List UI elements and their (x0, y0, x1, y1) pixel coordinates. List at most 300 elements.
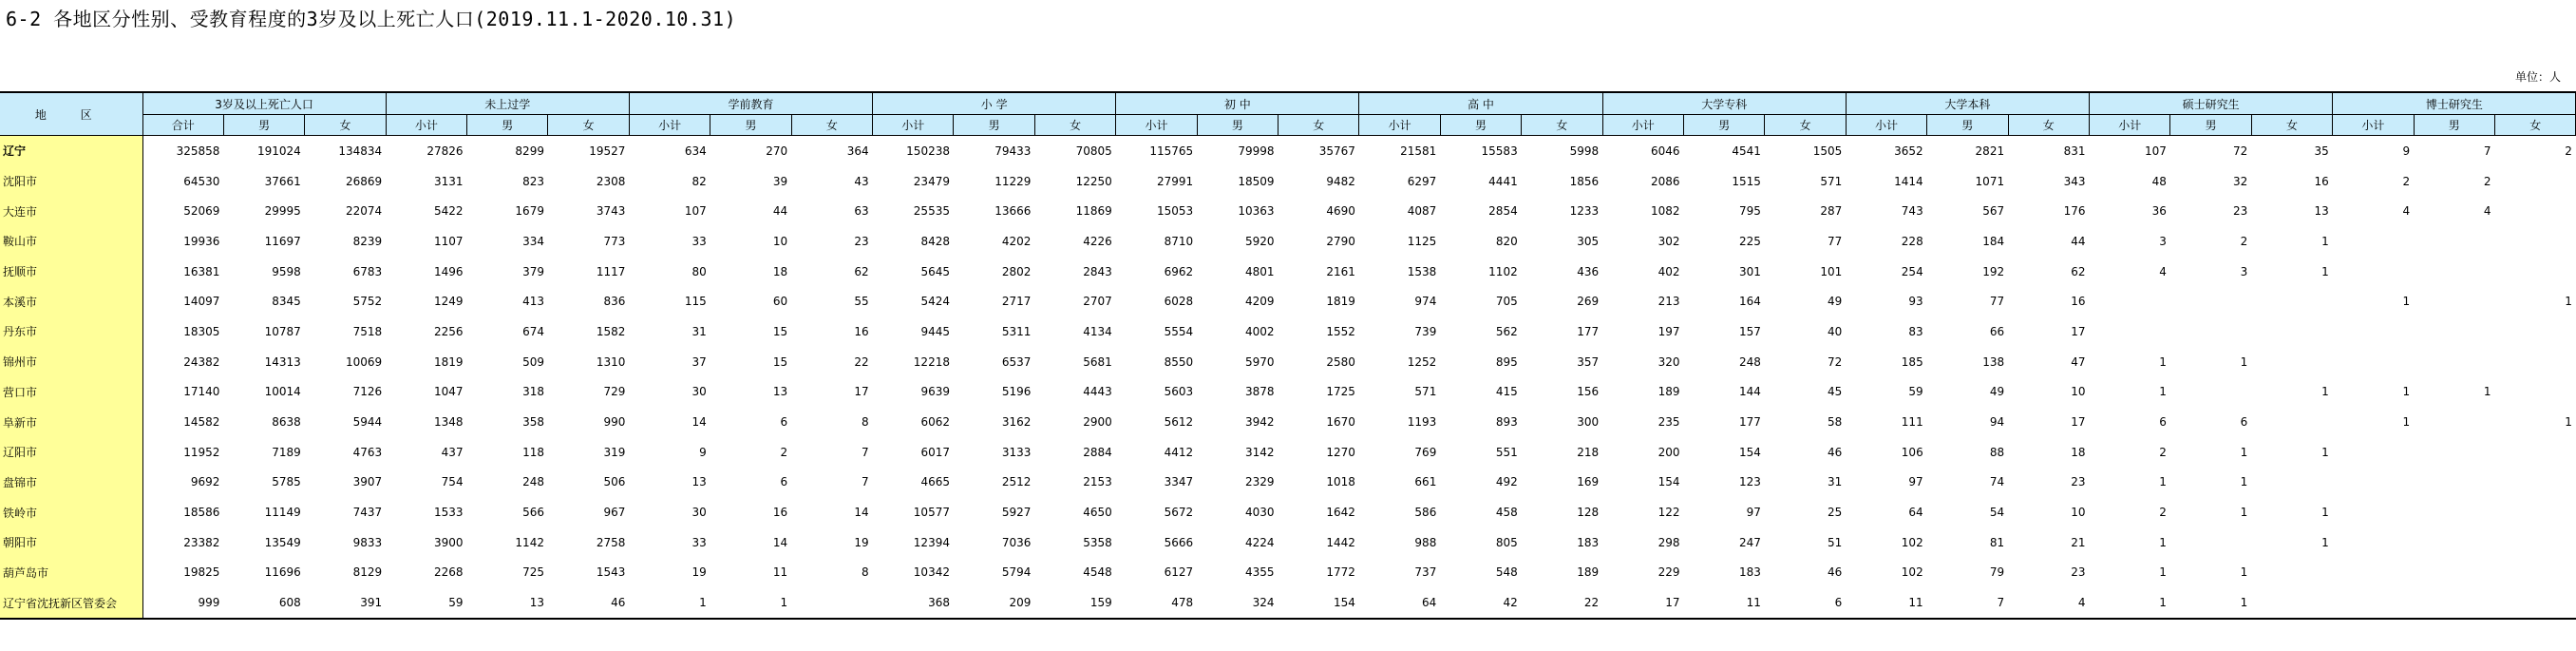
value-cell: 1 (2240, 565, 2248, 580)
value-cell: 5612 (1164, 415, 1194, 430)
value-cell: 157 (1738, 324, 1761, 338)
value-cell: 48 (2151, 174, 2167, 188)
value-cell: 739 (1414, 324, 1437, 338)
value-cell: 9482 (1326, 174, 1355, 188)
value-cell: 25 (1828, 506, 1843, 520)
value-cell (2414, 226, 2494, 257)
value-cell: 1642 (1326, 506, 1355, 520)
table-row (0, 377, 2576, 408)
value-cell: 4412 (1164, 445, 1194, 459)
value-cell: 5920 (1245, 234, 1275, 248)
region-cell: 沈阳市 (0, 166, 142, 197)
value-cell: 2758 (596, 535, 626, 549)
value-cell: 1 (2565, 295, 2572, 309)
value-cell: 3347 (1164, 475, 1194, 489)
value-cell: 1 (2090, 587, 2170, 619)
value-cell: 743 (1901, 204, 1923, 219)
sub-header: 小计 (1602, 115, 1683, 136)
value-cell: 72 (1828, 354, 1843, 369)
value-cell: 325858 (176, 144, 220, 158)
value-cell: 66 (1989, 324, 2005, 338)
value-cell: 3162 (1001, 415, 1032, 430)
value-cell: 548 (1495, 565, 1518, 580)
region-cell: 辽宁省沈抚新区管委会 (0, 587, 142, 619)
value-cell: 1 (2402, 385, 2411, 399)
value-cell: 10 (772, 234, 788, 248)
value-cell: 11696 (264, 565, 301, 580)
value-cell: 4441 (1488, 174, 1518, 188)
value-cell: 6783 (352, 264, 383, 278)
value-cell: 10577 (913, 506, 950, 520)
value-cell: 1117 (596, 264, 626, 278)
value-cell: 358 (522, 415, 544, 430)
value-cell: 10363 (1238, 204, 1275, 219)
value-cell: 2161 (1326, 264, 1355, 278)
value-cell (2333, 257, 2414, 287)
value-cell: 2 (780, 445, 788, 459)
value-cell: 79998 (1238, 144, 1275, 158)
value-cell: 30 (691, 385, 707, 399)
sub-header: 男 (1440, 115, 1521, 136)
value-cell: 111 (1901, 415, 1923, 430)
value-cell: 27991 (1156, 174, 1194, 188)
group-header: 博士研究生 (2333, 92, 2576, 115)
group-header: 大学专科 (1602, 92, 1846, 115)
value-cell: 2329 (1245, 475, 1275, 489)
value-cell: 2790 (1326, 234, 1355, 248)
value-cell: 1496 (434, 264, 464, 278)
value-cell: 6 (2159, 415, 2167, 430)
value-cell: 62 (854, 264, 869, 278)
value-cell (2495, 377, 2576, 408)
value-cell: 14 (691, 415, 707, 430)
table-row (0, 196, 2576, 226)
region-cell: 辽宁 (0, 136, 142, 166)
value-cell: 17 (2071, 324, 2086, 338)
value-cell: 2821 (1975, 144, 2005, 158)
value-cell: 49 (1828, 295, 1843, 309)
value-cell: 6017 (920, 445, 950, 459)
value-cell: 1515 (1732, 174, 1761, 188)
value-cell: 1 (2240, 506, 2248, 520)
region-cell: 铁岭市 (0, 497, 142, 527)
value-cell: 4650 (1083, 506, 1112, 520)
value-cell: 4548 (1083, 565, 1112, 580)
value-cell: 33 (691, 234, 707, 248)
value-cell: 197 (1657, 324, 1680, 338)
sub-header: 男 (710, 115, 791, 136)
value-cell: 4 (2483, 204, 2491, 219)
value-cell: 64 (1359, 587, 1440, 619)
region-cell: 鞍山市 (0, 226, 142, 257)
value-cell: 21581 (1400, 144, 1437, 158)
value-cell: 19527 (589, 144, 626, 158)
region-cell: 阜新市 (0, 407, 142, 437)
value-cell: 5970 (1245, 354, 1275, 369)
value-cell: 144 (1738, 385, 1761, 399)
value-cell: 436 (1577, 264, 1600, 278)
value-cell: 23479 (913, 174, 950, 188)
value-cell: 185 (1901, 354, 1923, 369)
value-cell: 571 (1820, 174, 1843, 188)
region-cell: 盘锦市 (0, 468, 142, 498)
value-cell: 4541 (1732, 144, 1761, 158)
table-row (0, 437, 2576, 468)
value-cell: 1233 (1569, 204, 1600, 219)
value-cell: 9833 (352, 535, 383, 549)
value-cell: 106 (1901, 445, 1923, 459)
value-cell: 118 (522, 445, 544, 459)
value-cell: 189 (1577, 565, 1600, 580)
value-cell: 22074 (346, 204, 383, 219)
region-cell: 大连市 (0, 196, 142, 226)
value-cell (2495, 497, 2576, 527)
value-cell: 5927 (1001, 506, 1032, 520)
value-cell: 8638 (272, 415, 301, 430)
page-title: 6-2 各地区分性别、受教育程度的3岁及以上死亡人口(2019.11.1-2020.10.31) (6, 8, 737, 30)
value-cell: 97 (1908, 475, 1923, 489)
value-cell: 1310 (596, 354, 626, 369)
value-cell: 3942 (1245, 415, 1275, 430)
value-cell: 14582 (183, 415, 220, 430)
value-cell (2251, 407, 2332, 437)
value-cell: 1 (2170, 587, 2251, 619)
group-header: 高 中 (1359, 92, 1602, 115)
value-cell: 8550 (1164, 354, 1194, 369)
value-cell: 4224 (1245, 535, 1275, 549)
value-cell: 478 (1116, 587, 1197, 619)
value-cell: 14 (772, 535, 788, 549)
value-cell: 2153 (1083, 475, 1112, 489)
value-cell: 3 (2240, 264, 2248, 278)
value-cell: 17 (2071, 415, 2086, 430)
value-cell: 1 (2240, 354, 2248, 369)
value-cell: 13 (772, 385, 788, 399)
value-cell: 2256 (434, 324, 464, 338)
region-cell: 抚顺市 (0, 257, 142, 287)
value-cell (2495, 587, 2576, 619)
value-cell: 200 (1657, 445, 1680, 459)
value-cell: 1348 (434, 415, 464, 430)
value-cell (2414, 437, 2494, 468)
value-cell: 2884 (1083, 445, 1112, 459)
value-cell (2495, 437, 2576, 468)
value-cell (2495, 316, 2576, 347)
value-cell: 967 (603, 506, 626, 520)
value-cell: 14313 (264, 354, 301, 369)
region-cell: 葫芦岛市 (0, 558, 142, 588)
value-cell: 184 (1982, 234, 2005, 248)
sub-header: 女 (1279, 115, 1359, 136)
value-cell: 26869 (346, 174, 383, 188)
table-row (0, 286, 2576, 316)
value-cell (2170, 527, 2251, 558)
value-cell: 82 (691, 174, 707, 188)
value-cell: 44 (2071, 234, 2086, 248)
value-cell: 8129 (352, 565, 383, 580)
value-cell: 228 (1901, 234, 1923, 248)
value-cell: 10787 (264, 324, 301, 338)
value-cell: 176 (2063, 204, 2086, 219)
value-cell: 2717 (1001, 295, 1032, 309)
value-cell: 1543 (596, 565, 626, 580)
value-cell: 2854 (1488, 204, 1518, 219)
value-cell: 334 (522, 234, 544, 248)
value-cell: 229 (1657, 565, 1680, 580)
value-cell: 23 (2071, 565, 2086, 580)
value-cell: 11 (1846, 587, 1926, 619)
value-cell: 59 (386, 587, 466, 619)
value-cell: 1047 (434, 385, 464, 399)
value-cell: 83 (1908, 324, 1923, 338)
value-cell: 12394 (913, 535, 950, 549)
value-cell: 1414 (1894, 174, 1923, 188)
value-cell: 42 (1440, 587, 1521, 619)
value-cell: 14 (854, 506, 869, 520)
value-cell: 225 (1738, 234, 1761, 248)
sub-header: 男 (223, 115, 304, 136)
value-cell: 302 (1657, 234, 1680, 248)
sub-header: 女 (2251, 115, 2332, 136)
value-cell (2090, 316, 2170, 347)
value-cell: 62 (2071, 264, 2086, 278)
value-cell (2251, 347, 2332, 377)
value-cell (791, 587, 872, 619)
value-cell: 6028 (1164, 295, 1194, 309)
sub-header: 女 (1522, 115, 1602, 136)
value-cell: 23 (2071, 475, 2086, 489)
table-row (0, 527, 2576, 558)
region-cell: 辽阳市 (0, 437, 142, 468)
value-cell: 5424 (920, 295, 950, 309)
value-cell: 5311 (1001, 324, 1032, 338)
value-cell: 1772 (1326, 565, 1355, 580)
table-row (0, 136, 2576, 166)
value-cell: 80 (691, 264, 707, 278)
value-cell: 7126 (352, 385, 383, 399)
value-cell: 1505 (1812, 144, 1843, 158)
sub-header: 男 (1684, 115, 1765, 136)
value-cell: 343 (2063, 174, 2086, 188)
value-cell: 3907 (352, 475, 383, 489)
value-cell: 64530 (183, 174, 220, 188)
value-cell: 1 (2240, 475, 2248, 489)
value-cell: 16 (2314, 174, 2329, 188)
value-cell: 60 (772, 295, 788, 309)
value-cell (2414, 316, 2494, 347)
value-cell: 93 (1908, 295, 1923, 309)
value-cell: 44 (772, 204, 788, 219)
value-cell: 566 (522, 506, 544, 520)
value-cell: 15053 (1156, 204, 1194, 219)
value-cell: 3 (2159, 234, 2167, 248)
value-cell (2495, 527, 2576, 558)
value-cell: 59 (1908, 385, 1923, 399)
value-cell: 287 (1820, 204, 1843, 219)
value-cell: 102 (1901, 535, 1923, 549)
value-cell: 831 (2063, 144, 2086, 158)
value-cell: 415 (1495, 385, 1518, 399)
value-cell: 795 (1738, 204, 1761, 219)
value-cell: 567 (1982, 204, 2005, 219)
value-cell: 19 (691, 565, 707, 580)
value-cell: 737 (1414, 565, 1437, 580)
value-cell: 13 (691, 475, 707, 489)
value-cell: 1 (2483, 385, 2491, 399)
sub-header: 小计 (629, 115, 710, 136)
sub-header: 女 (305, 115, 386, 136)
table-row (0, 468, 2576, 498)
value-cell: 37 (691, 354, 707, 369)
value-cell: 2 (2565, 144, 2572, 158)
value-cell: 4801 (1245, 264, 1275, 278)
value-cell: 5681 (1083, 354, 1112, 369)
value-cell: 1582 (596, 324, 626, 338)
value-cell: 9639 (920, 385, 950, 399)
value-cell (2414, 257, 2494, 287)
value-cell: 571 (1414, 385, 1437, 399)
header-row-subheaders (0, 115, 2576, 136)
value-cell: 1 (2321, 445, 2329, 459)
value-cell (2170, 286, 2251, 316)
value-cell: 5998 (1569, 144, 1600, 158)
value-cell: 1679 (515, 204, 544, 219)
value-cell (2251, 558, 2332, 588)
value-cell: 8 (861, 415, 869, 430)
value-cell: 8239 (352, 234, 383, 248)
value-cell: 8299 (515, 144, 544, 158)
value-cell: 4 (2159, 264, 2167, 278)
value-cell: 123 (1738, 475, 1761, 489)
value-cell: 6 (780, 475, 788, 489)
value-cell: 11229 (994, 174, 1032, 188)
table-row (0, 226, 2576, 257)
value-cell: 46 (1828, 445, 1843, 459)
value-cell: 1102 (1488, 264, 1518, 278)
table-row (0, 558, 2576, 588)
header-row-groups (0, 92, 2576, 115)
table-row (0, 166, 2576, 197)
value-cell: 7 (1927, 587, 2008, 619)
value-cell: 492 (1495, 475, 1518, 489)
value-cell: 674 (522, 324, 544, 338)
value-cell: 54 (1989, 506, 2005, 520)
value-cell: 7 (2483, 144, 2491, 158)
value-cell: 10 (2071, 385, 2086, 399)
sub-header: 女 (791, 115, 872, 136)
value-cell: 2 (2483, 174, 2491, 188)
value-cell: 36 (2151, 204, 2167, 219)
value-cell: 319 (603, 445, 626, 459)
value-cell: 3131 (434, 174, 464, 188)
value-cell (2251, 587, 2332, 619)
value-cell: 1 (2321, 506, 2329, 520)
value-cell: 823 (522, 174, 544, 188)
value-cell: 13 (2314, 204, 2329, 219)
sub-header: 小计 (2090, 115, 2170, 136)
sub-header: 合计 (142, 115, 223, 136)
value-cell: 33 (691, 535, 707, 549)
value-cell: 6 (780, 415, 788, 430)
value-cell: 324 (1197, 587, 1278, 619)
value-cell: 4087 (1407, 204, 1437, 219)
value-cell: 11697 (264, 234, 301, 248)
value-cell: 1249 (434, 295, 464, 309)
value-cell: 11952 (183, 445, 220, 459)
value-cell: 115765 (1149, 144, 1194, 158)
value-cell: 154 (1657, 475, 1680, 489)
value-cell: 1 (2402, 295, 2411, 309)
value-cell: 35 (2314, 144, 2329, 158)
value-cell: 5785 (272, 475, 301, 489)
value-cell: 4209 (1245, 295, 1275, 309)
value-cell (2333, 316, 2414, 347)
value-cell: 729 (603, 385, 626, 399)
sub-header: 男 (2170, 115, 2251, 136)
value-cell: 2707 (1083, 295, 1112, 309)
value-cell: 2512 (1001, 475, 1032, 489)
value-cell: 661 (1414, 475, 1437, 489)
group-header: 未上过学 (386, 92, 629, 115)
value-cell: 725 (522, 565, 544, 580)
value-cell: 9598 (272, 264, 301, 278)
value-cell: 4002 (1245, 324, 1275, 338)
value-cell: 5672 (1164, 506, 1194, 520)
value-cell (2414, 497, 2494, 527)
value-cell: 7518 (352, 324, 383, 338)
value-cell: 974 (1414, 295, 1437, 309)
sub-header: 女 (1765, 115, 1846, 136)
value-cell: 128 (1577, 506, 1600, 520)
sub-header: 女 (548, 115, 629, 136)
value-cell: 47 (2071, 354, 2086, 369)
value-cell: 4 (2008, 587, 2089, 619)
value-cell: 88 (1989, 445, 2005, 459)
value-cell: 368 (873, 587, 954, 619)
value-cell: 2086 (1650, 174, 1680, 188)
table-row (0, 316, 2576, 347)
value-cell: 509 (522, 354, 544, 369)
value-cell: 1193 (1407, 415, 1437, 430)
value-cell: 177 (1577, 324, 1600, 338)
value-cell: 6127 (1164, 565, 1194, 580)
sub-header: 小计 (1359, 115, 1440, 136)
value-cell: 1071 (1975, 174, 2005, 188)
value-cell: 218 (1577, 445, 1600, 459)
value-cell: 1 (710, 587, 791, 619)
value-cell (2495, 257, 2576, 287)
value-cell: 17140 (183, 385, 220, 399)
value-cell: 5196 (1001, 385, 1032, 399)
value-cell: 164 (1738, 295, 1761, 309)
value-cell: 1 (2159, 354, 2167, 369)
value-cell (2495, 226, 2576, 257)
value-cell: 357 (1577, 354, 1600, 369)
value-cell: 4 (2402, 204, 2411, 219)
value-cell: 1 (2321, 535, 2329, 549)
value-cell: 2580 (1326, 354, 1355, 369)
sub-header: 女 (1034, 115, 1115, 136)
value-cell: 3878 (1245, 385, 1275, 399)
value-cell: 32 (2233, 174, 2248, 188)
value-cell: 320 (1657, 354, 1680, 369)
value-cell: 102 (1901, 565, 1923, 580)
value-cell: 562 (1495, 324, 1518, 338)
value-cell: 4665 (920, 475, 950, 489)
value-cell: 74 (1989, 475, 2005, 489)
value-cell: 169 (1577, 475, 1600, 489)
data-table (0, 91, 2576, 620)
